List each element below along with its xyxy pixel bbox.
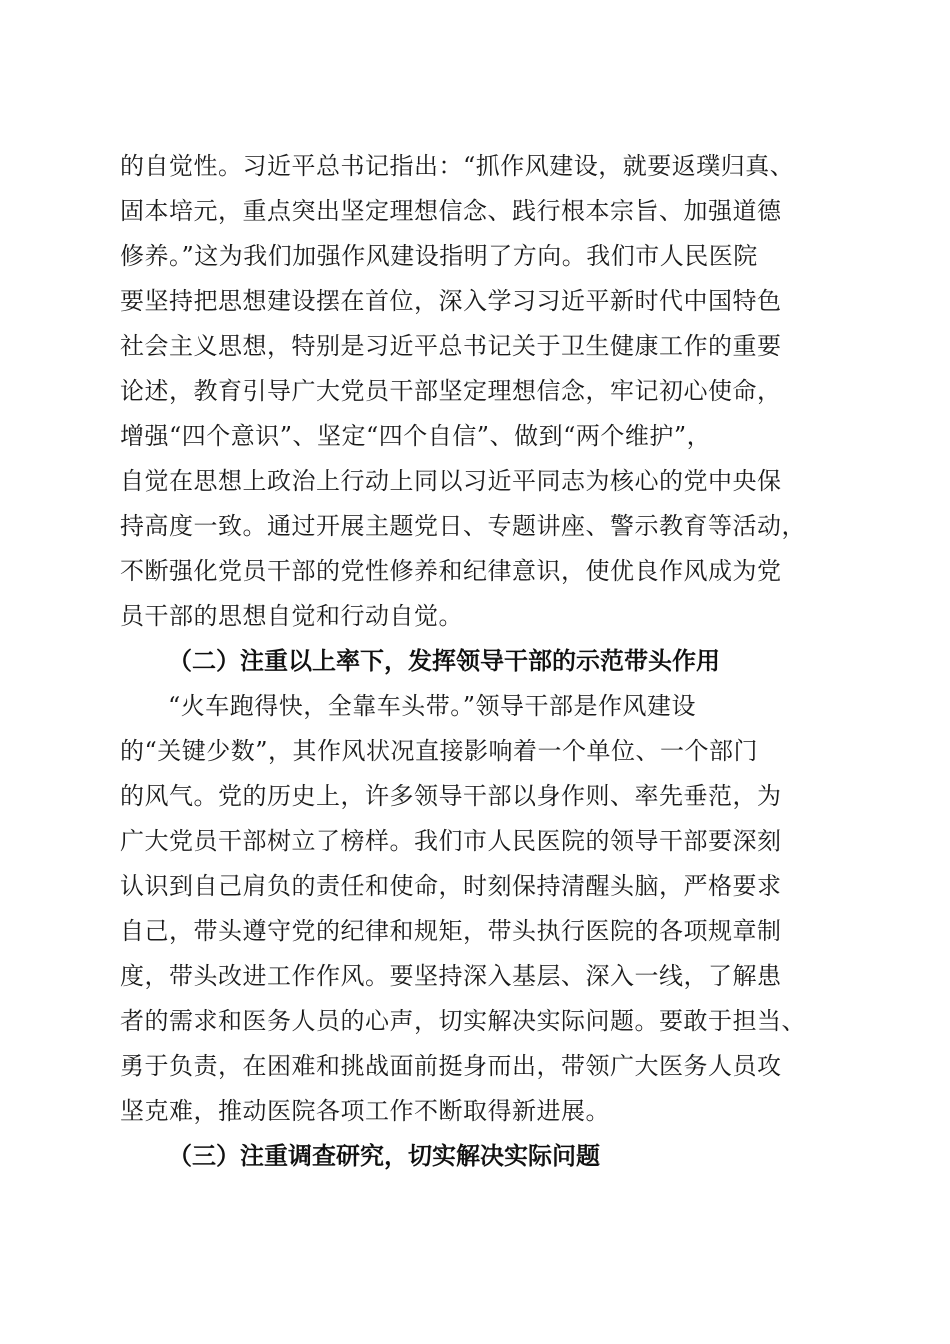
paragraph-1-line-5: 社会主义思想，特别是习近平总书记关于卫生健康工作的重要: [120, 332, 782, 360]
paragraph-2-line-9: 勇于负责，在困难和挑战面前挺身而出，带领广大医务人员攻: [120, 1052, 782, 1080]
paragraph-1-line-6: 论述，教育引导广大党员干部坚定理想信念，牢记初心使命，: [120, 377, 782, 405]
paragraph-2-line-5: 认识到自己肩负的责任和使命，时刻保持清醒头脑，严格要求: [120, 872, 782, 900]
paragraph-2-line-10: 坚克难，推动医院各项工作不断取得新进展。: [120, 1097, 610, 1125]
section-heading-3: （三）注重调查研究，切实解决实际问题: [168, 1142, 600, 1170]
paragraph-1-line-4: 要坚持把思想建设摆在首位，深入学习习近平新时代中国特色: [120, 287, 782, 315]
paragraph-1-line-7: 增强“四个意识”、坚定“四个自信”、做到“两个维护”，: [120, 422, 712, 450]
paragraph-2-line-2: 的“关键少数”，其作风状况直接影响着一个单位、一个部门: [120, 737, 759, 765]
section-heading-2: （二）注重以上率下，发挥领导干部的示范带头作用: [168, 647, 720, 675]
paragraph-1-line-11: 员干部的思想自觉和行动自觉。: [120, 602, 463, 630]
paragraph-1-line-10: 不断强化党员干部的党性修养和纪律意识，使优良作风成为党: [120, 557, 782, 585]
paragraph-2-line-4: 广大党员干部树立了榜样。我们市人民医院的领导干部要深刻: [120, 827, 782, 855]
paragraph-2-line-7: 度，带头改进工作作风。要坚持深入基层、深入一线，了解患: [120, 962, 782, 990]
paragraph-1-line-1: 的自觉性。习近平总书记指出：“抓作风建设，就要返璞归真、: [120, 152, 795, 180]
paragraph-1-line-9: 持高度一致。通过开展主题党日、专题讲座、警示教育等活动，: [120, 512, 806, 540]
paragraph-2-line-1: “火车跑得快，全靠车头带。”领导干部是作风建设: [168, 692, 697, 720]
paragraph-2-line-6: 自己，带头遵守党的纪律和规矩，带头执行医院的各项规章制: [120, 917, 782, 945]
paragraph-1-line-2: 固本培元，重点突出坚定理想信念、践行根本宗旨、加强道德: [120, 197, 782, 225]
paragraph-1-line-3: 修养。”这为我们加强作风建设指明了方向。我们市人民医院: [120, 242, 758, 270]
paragraph-2-line-8: 者的需求和医务人员的心声，切实解决实际问题。要敢于担当、: [120, 1007, 806, 1035]
paragraph-1-line-8: 自觉在思想上政治上行动上同以习近平同志为核心的党中央保: [120, 467, 782, 495]
paragraph-2-line-3: 的风气。党的历史上，许多领导干部以身作则、率先垂范，为: [120, 782, 782, 810]
